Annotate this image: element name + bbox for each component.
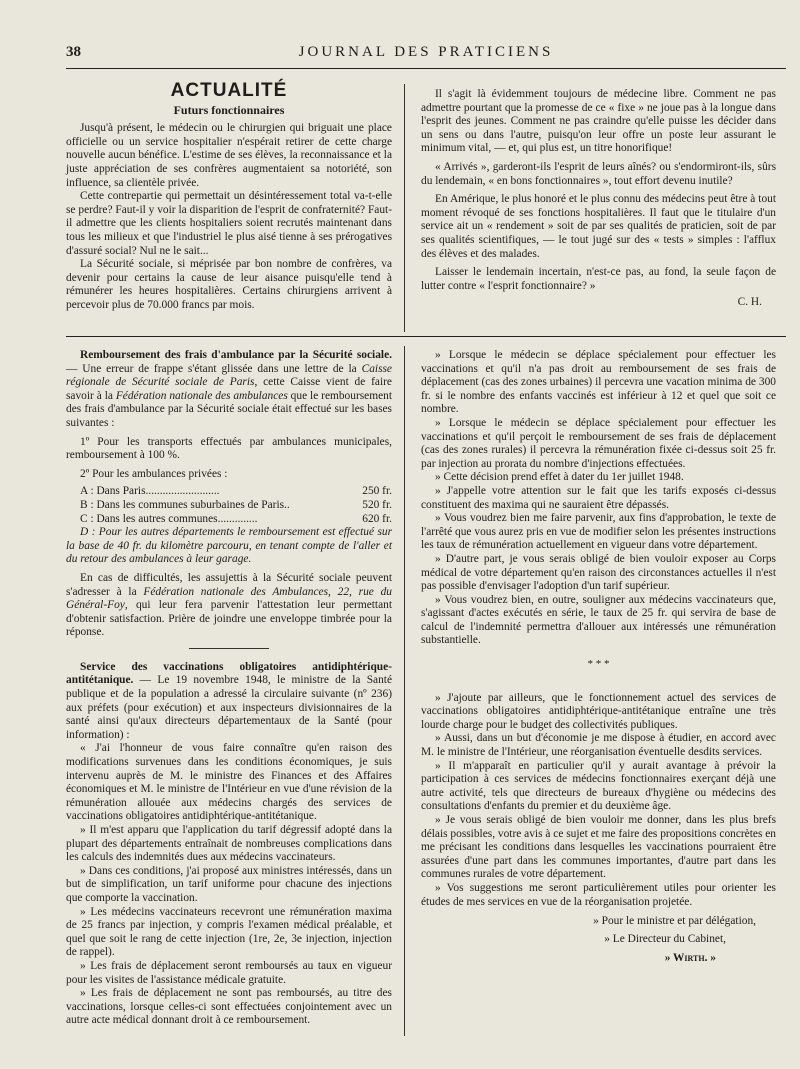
actualite-right-column — [421, 88, 776, 310]
paragraph: » J'ajoute par ailleurs, que le fonctionnement actuel des services de vaccinations obligatoires antidiphtérique-antitétanique entraîne une très lourde charge pour le budget des collectivités publiques. — [421, 691, 776, 731]
closing-line: » Pour le ministre et par délégation, — [593, 915, 756, 928]
column-divider — [404, 346, 405, 1036]
actualite-left-column — [66, 80, 392, 313]
paragraph: Il s'agit là évidemment toujours de médecine libre. Comment ne pas admettre pourtant que la promesse de ce « fixe » ne joue pas à la longue dans l'esprit des jeunes. Comment ne pas craindre qu'elle puisse les décider dans un sens ou dans l'autre, puisqu'on leur offre un poste leur assurant le minimum vital, — et, qui plus est, un titre honorifique! — [421, 88, 776, 155]
paragraph: « Arrivés », garderont-ils l'esprit de leurs aînés? ou s'endormiront-ils, sûrs du lendemain, « en bons fonctionnaires », tout effort devenu inutile? — [421, 160, 776, 187]
header-rule — [66, 68, 786, 69]
paragraph: En cas de difficultés, les assujettis à la Sécurité sociale peuvent s'adresser à la Fédération nationale des Ambulances, 22, rue du Général-Foy, qui leur fera parvenir l'attestation leur permettant d'obtenir satisfaction. Prière de joindre une enveloppe timbrée pour la réponse. — [66, 571, 392, 639]
short-divider — [189, 648, 269, 649]
column-divider — [404, 84, 405, 332]
paragraph: » Les frais de déplacement seront remboursés au taux en vigueur pour les visites de l'assistance médicale gratuite. — [66, 959, 392, 986]
paragraph: » Il m'est apparu que l'application du tarif dégressif adopté dans la plupart des départements entraînait de nombreuses complications dans les calculs des indemnités dues aux médecins vaccinateurs. — [66, 824, 392, 864]
closing-line: » Le Directeur du Cabinet, — [604, 932, 726, 945]
article-title: Remboursement des frais d'ambulance par la Sécurité sociale. — [80, 349, 392, 361]
signature: » Wirth. » — [664, 952, 716, 965]
paragraph: » Vous voudrez bien, en outre, souligner aux médecins vaccinateurs que, s'agissant d'actes exécutés en série, le taux de 25 fr. qui servira de base de calcul de l'indemnité permettra d'allouer aux intéressés une rémunération substantielle. — [421, 593, 776, 647]
section-stars: * * * — [587, 658, 610, 671]
paragraph: » Lorsque le médecin se déplace spécialement pour effectuer les vaccinations et qu'il perçoit le remboursement de ses frais de déplacement (cas des zones rurales) il percevra la rémunération fixée ci-dessus soit 25 fr. par injection au prorata du nombre d'injections effectuées. — [421, 416, 776, 470]
paragraph: La Sécurité sociale, si méprisée par bon nombre de confrères, va devenir pour certains la cause de leur aisance puisqu'elle tend à rémunérer les heures hospitalières. Certains chirurgiens arrivent à percevoir plus de 70.000 francs par mois. — [66, 258, 392, 311]
paragraph: » Vous voudrez bien me faire parvenir, aux fins d'approbation, le texte de l'arrêté que vous aurez pris en vue de modifier selon les présentes instructions les taux de rémunération actuellement en vigueur dans votre département. — [421, 512, 776, 552]
rate-table — [66, 485, 392, 526]
rate-row: C : Dans les autres communes.............. 620 fr. — [80, 512, 392, 525]
page-number: 38 — [66, 44, 81, 60]
paragraph: Cette contrepartie qui permettait un désintéressement total va-t-elle se perdre? Faut-il y voir la disparition de l'esprit de confraternité? Faut-il admettre que les clients hospitaliers soient recrutés maintenant dans tous les milieux et que l'industriel le plus aisé tienne à ses prérogatives d'assuré social? Nul ne le sait... — [66, 190, 392, 257]
paragraph: » Dans ces conditions, j'ai proposé aux ministres intéressés, dans un but de simplification, un tarif uniforme pour chacune des injections que comporte la vaccination. — [66, 864, 392, 904]
section-rule — [66, 336, 786, 337]
paragraph: » Les médecins vaccinateurs recevront une rémunération maxima de 25 francs par injection, y compris l'examen médical préalable, et quel que soit le rang de cette injection (1re, 2e, 3e injection, injection de rappel). — [66, 905, 392, 959]
paragraph: » Les frais de déplacement ne sont pas remboursés, au titre des vaccinations, lorsque celles-ci sont effectuées conjointement avec un autre acte médical donnant droit à ce remboursement. — [66, 987, 392, 1027]
journal-title: JOURNAL DES PRATICIENS — [298, 44, 554, 60]
paragraph: En Amérique, le plus honoré et le plus connu des médecins peut être à tout moment révoqué de ses fonctions hospitalières. Il faut que le titulaire d'un service ait un « rendement » soit de par ses qualités de praticien, soit de par ses qualités scientifiques, — le tout jugé sur des « tests » simples : l'afflux des élèves et des malades. — [421, 193, 776, 260]
paragraph: » Aussi, dans un but d'économie je me dispose à étudier, en accord avec M. le ministre de l'Intérieur, une réorganisation éventuelle desdits services. — [421, 732, 776, 759]
ambulance-lead: Remboursement des frais d'ambulance par la Sécurité sociale. — Une erreur de frappe s'étant glissée dans une lettre de la Caisse régionale de Sécurité sociale de Paris, cette Caisse vient de faire savoir à la Fédération nationale des ambulances que le remboursement des frais d'ambulance par la Sécurité sociale était effectué sur les bases suivantes : — [66, 349, 393, 429]
paragraph: Laisser le lendemain incertain, n'est-ce pas, au fond, la seule façon de lutter contre « l'esprit fonctionnaire? » — [421, 266, 776, 292]
paragraph: » Lorsque le médecin se déplace spécialement pour effectuer les vaccinations et qu'il n'a pas droit au remboursement de ses frais de déplacement (cas des zones urbaines) il percevra une vacation minima de 300 fr. si le nombre des enfants vaccinés est inférieur à 12 et quel que soit ce nombre. — [421, 349, 776, 416]
bottom-right-column — [421, 349, 776, 966]
section-heading: ACTUALITÉ — [170, 80, 288, 101]
paragraph: » D'autre part, je vous serais obligé de bien vouloir exposer au Corps médical de votre département qu'en raison des circonstances actuelles il n'est pas possible d'envisager l'adoption d'un tarif supérieur. — [421, 552, 776, 593]
page-header — [66, 42, 786, 66]
paragraph: « J'ai l'honneur de vous faire connaître qu'en raison des modifications survenues dans les conditions économiques, je suis intervenu auprès de M. le ministre des Finances et des Affaires économiques et M. le ministre de l'Intérieur en vue d'une révision de la rémunération allouée aux médecins chargés des services de vaccinations obligatoires antidiphtérique-antitétanique. — [66, 742, 392, 823]
author-signature: C. H. — [737, 296, 762, 309]
paragraph: » Il m'apparaît en particulier qu'il y aurait avantage à prévoir la participation à ces services de médecins fonctionnaires exerçant déjà une autre activité, tels que directeurs de bureaux d'hygiène ou médecins des consultations d'enfants du premier et du deuxième âge. — [421, 759, 776, 813]
list-item: 1º Pour les transports effectués par ambulances municipales, remboursement à 100 %. — [66, 435, 392, 462]
paragraph: » J'appelle votre attention sur le fait que les tarifs exposés ci-dessus constituent des maxima qui ne sauraient être dépassés. — [421, 484, 776, 511]
bottom-left-column — [66, 349, 392, 1028]
article-subheading: Futurs fonctionnaires — [173, 102, 285, 117]
rate-row: B : Dans les communes suburbaines de Paris.. 520 fr. — [80, 498, 392, 511]
paragraph: » Cette décision prend effet à dater du 1er juillet 1948. — [435, 471, 684, 484]
list-item: 2º Pour les ambulances privées : — [80, 467, 228, 480]
article-title: Service des vaccinations obligatoires antidiphtérique-antitétanique. — [66, 660, 392, 687]
paragraph: » Je vous serais obligé de bien vouloir me donner, dans les plus brefs délais possibles, votre avis à ce sujet et me faire des propositions concrètes en me précisant les conditions dans lesquelles les vaccinations pourraient être assurées d'une part dans les communes importantes, d'autre part dans les communes rurales de votre département. — [421, 814, 776, 881]
paragraph: Jusqu'à présent, le médecin ou le chirurgien qui briguait une place officielle ou un service hospitalier n'espérait retirer de cette charge nouvelle aucun bénéfice. L'estime de ses élèves, la reconnaissance et la juste appréciation de ses confrères augmentaient sa notoriété, son influence, sa clientèle privée. — [66, 122, 392, 189]
paragraph: » Vos suggestions me seront particulièrement utiles pour orienter les études de mes services en vue de la réorganisation projetée. — [421, 881, 776, 908]
rate-row: A : Dans Paris.......................... 250 fr. — [80, 485, 392, 498]
rate-row-d: D : Pour les autres départements le remboursement est effectué sur la base de 40 fr. du kilomètre parcouru, en tenant compte de l'aller et du retour des ambulances à leur garage. — [66, 526, 392, 566]
vaccination-lead: Service des vaccinations obligatoires antidiphtérique-antitétanique. — Le 19 novembre 1948, le ministre de la Santé publique et de la population a adressé la circulaire suivante (nº 236) aux préfets (pour exécution) et aux inspecteurs divisionnaires de la santé ainsi qu'aux directeurs départementaux de la Santé (pour information) : — [66, 660, 392, 741]
